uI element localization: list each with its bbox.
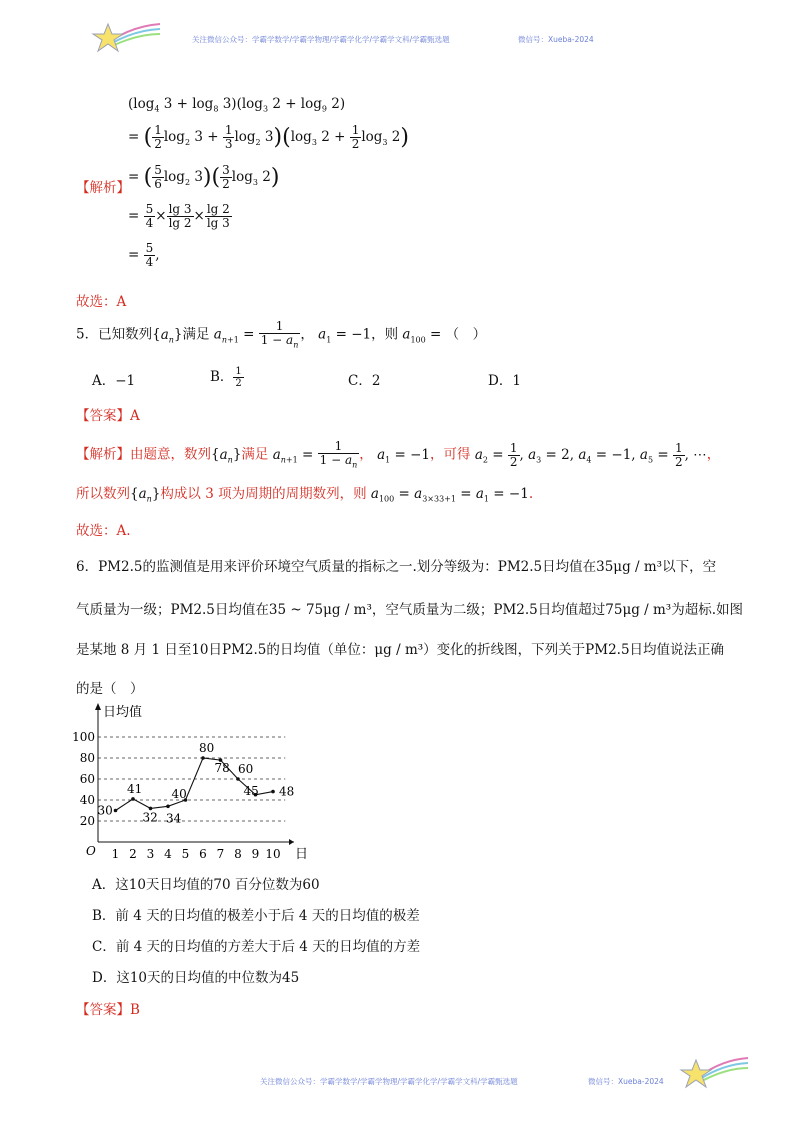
q4-line1: ($\log_4$ $3 + \log_8 3)(\log_3$ $2 + \log_9 2$) [128,96,346,114]
data-label: 45 [243,783,259,798]
y-tick-label: 60 [79,772,95,786]
q5-option-d: D．1 [488,373,521,389]
q6-option-b: B．前 4 天的日均值的极差小于后 4 天的日均值的极差 [92,908,420,924]
q5-answer-line: 故选：A. [76,523,131,539]
origin-label: O [86,844,96,858]
data-point [236,777,240,781]
q5-stem-prefix: 5．已知数列 [76,326,153,343]
y-axis-label: 日均值 [103,705,143,720]
y-tick-label: 20 [79,814,95,828]
q5-stem-mid: 满足 [182,326,210,343]
data-point [131,797,135,801]
y-axis-arrow [95,703,101,710]
q6-answer: 【答案】B [76,1002,140,1018]
q6-line3: 是某地 8 月 1 日至10日PM2.5的日均值（单位：μg / m³）变化的折线图，下列关于PM2.5日均值说法正确 [76,642,725,658]
x-tick-label: 10 [265,847,281,861]
x-tick-label: 4 [164,847,172,861]
header-text: 关注微信公众号：学霸学数学/学霸学物理/学霸学化学/学霸学文科/学霸甄选题 [192,35,450,44]
q5-option-c: C．2 [348,373,381,389]
data-label: 30 [97,803,113,818]
y-tick-label: 100 [72,730,95,744]
data-label: 60 [238,762,254,776]
header-wechat: 微信号：Xueba-2024 [518,35,594,44]
q5-option-a: A．−1 [92,373,136,389]
q5-option-b: B． $\frac{1}{2}$ [210,366,242,389]
data-label: 34 [166,811,182,826]
q4-line5: = $\frac{5}{4}$ , [128,241,160,270]
q4-line2: = ( $\frac{1}{2}$ $\log_2 3$ + $\frac{1}{3}$ $\log_2 3)(\log_3$ 2 + $\frac{1}{2}$ $\log_3 2$) [128,123,409,152]
q6-option-c: C．前 4 天的日均值的方差大于后 4 天的日均值的方差 [92,939,421,955]
q4-line3: = ( $\frac{5}{6}$ $\log_2 3$)( $\frac{3}{2}$ $\log_3 2$) [128,163,280,192]
footer-wechat: 微信号：Xueba-2024 [588,1077,664,1086]
footer-text: 关注微信公众号：学霸学数学/学霸学物理/学霸学化学/学霸学文科/学霸甄选题 [260,1077,518,1086]
data-label: 48 [279,784,295,799]
x-axis-arrow [289,839,294,845]
x-tick-label: 2 [129,847,137,861]
data-label: 80 [199,741,215,755]
q6-option-a: A．这10天日均值的70 百分位数为60 [92,877,320,893]
y-tick-label: 40 [79,793,95,807]
data-point [271,790,275,794]
x-axis-label: 日 [295,847,309,862]
q6-line1: 6．PM2.5的监测值是用来评价环境空气质量的指标之一.划分等级为：PM2.5日均值在35μg / m³以下，空 [76,559,717,575]
q5-jiexi-line1: 【解析】由题意，数列$\{a_n\}$满足 $a_{n+1}$ = $\frac{1}{1 - a_n}$ ， $a_1 = -1$，可得 $a_2$ = $\frac{1}{2}$ , $a_3 = 2$, $a_4 = -1$, $a_5$ = $\frac{1}{2}$ , ⋯， [76,439,721,470]
data-label: 41 [127,781,143,796]
q6-option-d: D．这10天的日均值的中位数为45 [92,970,300,986]
data-point [166,805,170,809]
x-tick-label: 9 [251,847,260,861]
x-tick-label: 8 [234,847,242,861]
footer-star-logo [680,1050,750,1098]
data-label: 78 [214,761,230,776]
x-tick-label: 3 [146,847,155,861]
data-label: 40 [171,787,187,801]
data-point [114,809,118,813]
pm25-line-chart [72,700,316,864]
header-star-logo [94,18,164,62]
q5-stem-tail: ，则 [371,326,399,343]
q6-line2: 气质量为一级；PM2.5日均值在35 ~ 75μg / m³，空气质量为二级；PM2.5日均值超过75μg / m³为超标.如图 [76,602,743,618]
y-tick-label: 80 [79,751,95,765]
q5-stem-end: （ ） [445,326,487,343]
q5-stem-comma: ， [300,326,314,343]
x-tick-label: 1 [111,847,120,861]
q5-stem: 5．已知数列$\{a_n\}$满足 $a_{n+1}$ = $\frac{1}{1 - a_n}$ ， $a_1 = -1$，则 $a_{100}$ = （ ） [76,319,487,350]
q5-jiexi-line2: 所以数列$\{a_n\}$构成以 3 项为周期的周期数列，则 $a_{100} = a_{3\times 33+1} = a_1 = -1$. [76,486,534,504]
q4-answer-line: 故选：A [76,294,127,310]
q6-line4: 的是（ ） [76,681,144,697]
x-tick-label: 5 [181,847,190,861]
q4-jiexi-label: 【解析】 [76,180,130,196]
x-tick-label: 6 [199,847,207,861]
data-label: 32 [142,810,158,825]
x-tick-label: 7 [216,847,225,861]
data-point [201,756,205,760]
q5-answer: 【答案】A [76,408,140,424]
q4-line4: = $\frac{5}{4}$ × $\frac{\lg 3}{\lg 2}$ × $\frac{\lg 2}{\lg 3}$ [128,202,230,231]
